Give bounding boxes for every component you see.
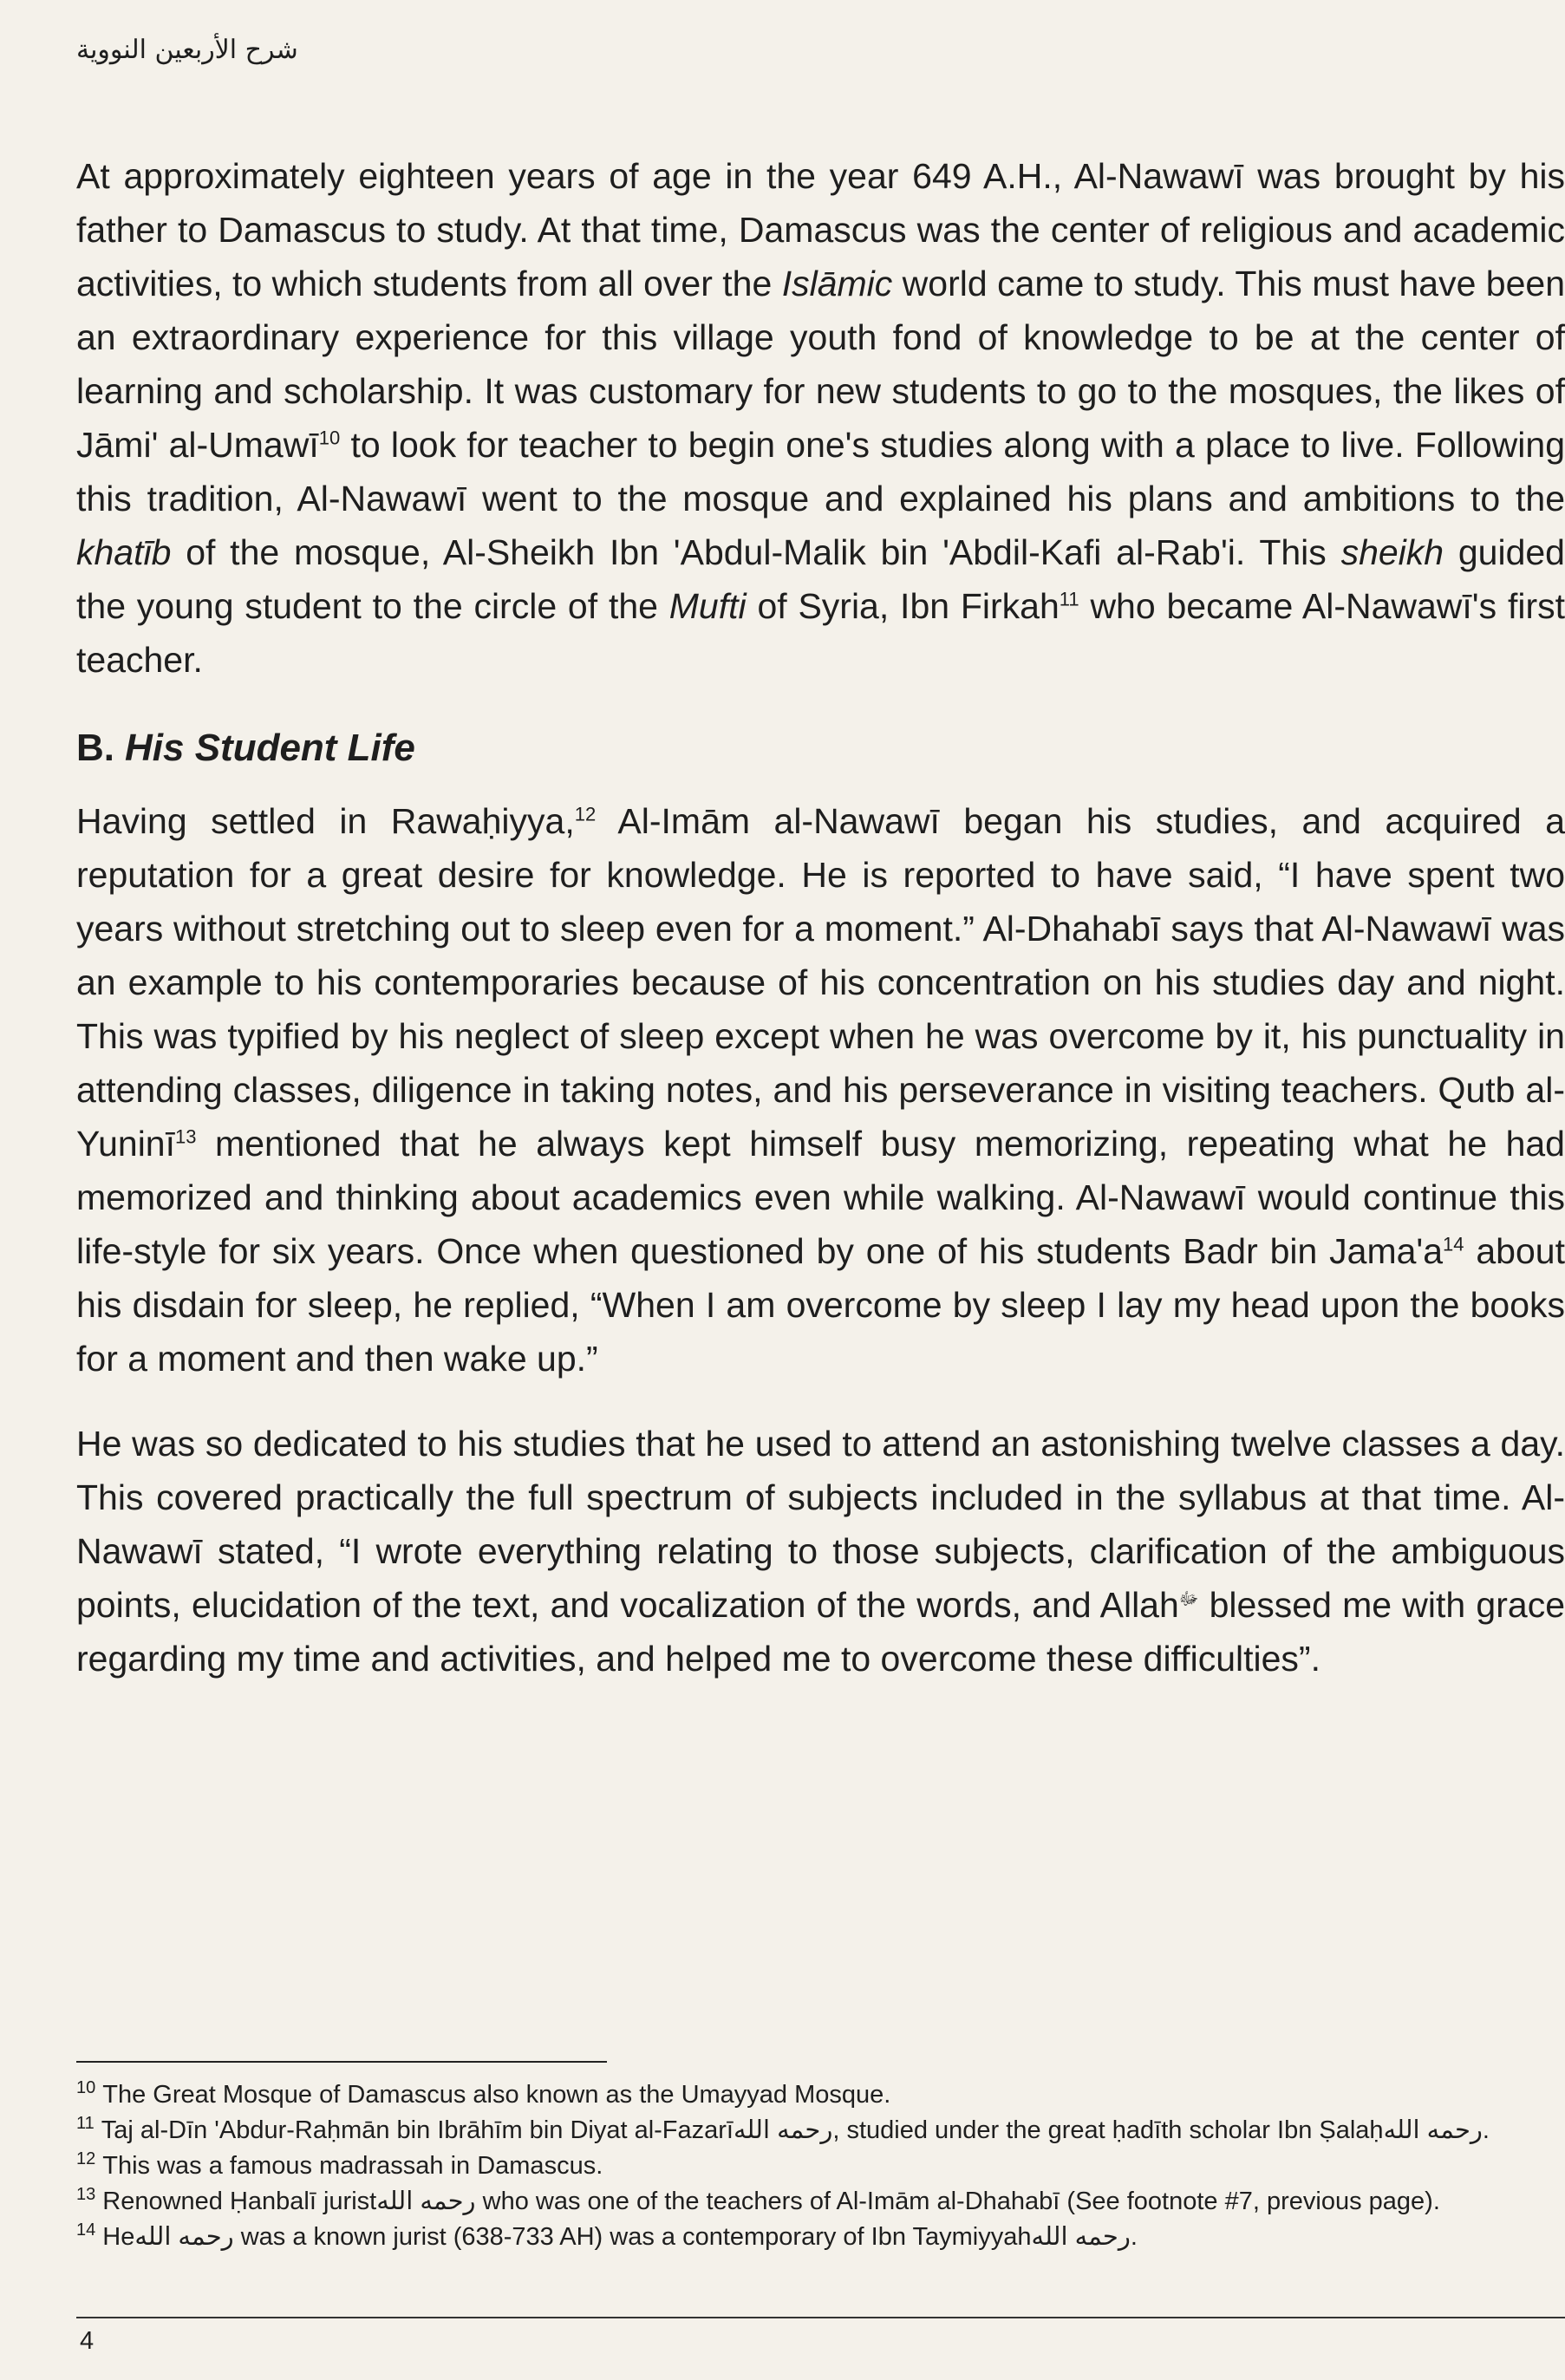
footnote-ref-14[interactable]: 14: [1443, 1233, 1464, 1255]
paragraph-3: He was so dedicated to his studies that he used to attend an astonishing twelve classes a day. This covered practically the full spectrum of subjects included in the syllabus at that time. Al-Nawawī stated, “I wrote everything relating to those subjects, clarification of the ambiguous points, elucidation of the text, and vocalization of the words, and Allah$^ﷻ$ blessed me with grace regarding my time and activities, and helped me to overcome these difficulties”.: [76, 1424, 1565, 1679]
footnote-text: This was a famous madrassah in Damascus.: [102, 2152, 603, 2180]
footnote-number: 12: [76, 2149, 96, 2169]
paragraph-2: Having settled in Rawaḥiyya,$^{12}$ Al-Imām al-Nawawī began his studies, and acquired a reputation for a great desire for knowledge. He is reported to have said, “I have spent two years without stretching out to sleep even for a moment.” Al-Dhahabī says that Al-Nawawī was an example to his contemporaries because of his concentration on his studies day and night. This was typified by his neglect of sleep except when he was overcome by it, his punctuality in attending classes, diligence in taking notes, and his perseverance in visiting teachers. Qutb al-Yuninī$^{13}$ mentioned that he always kept himself busy memorizing, repeating what he had memorized and thinking about academics even while walking. Al-Nawawī would continue this life-style for six years. Once when questioned by one of his students Badr bin Jama'a$^{14}$ about his disdain for sleep, he replied, “When I am overcome by sleep I lay my head upon the books for a moment and then wake up.”: [76, 801, 1565, 1379]
footnote-number: 13: [76, 2185, 96, 2205]
paragraph-1: At approximately eighteen years of age in the year 649 A.H., Al-Nawawī was brought by his father to Damascus to study. At that time, Damascus was the center of religious and academic activities, to which students from all over the Islāmic world came to study. This must have been an extraordinary experience for this village youth fond of knowledge to be at the center of learning and scholarship. It was customary for new students to go to the mosques, the likes of Jāmi' al-Umawī$^{10}$ to look for teacher to begin one's studies along with a place to live. Following this tradition, Al-Nawawī went to the mosque and explained his plans and ambitions to the khatīb of the mosque, Al-Sheikh Ibn 'Abdul-Malik bin 'Abdil-Kafi al-Rab'i. This sheikh guided the young student to the circle of the Mufti of Syria, Ibn Firkah$^{11}$ who became Al-Nawawī's first teacher.: [76, 156, 1565, 680]
footnote-item: [76, 2184, 1565, 2220]
main-text: [76, 149, 1565, 1686]
footnote-number: 14: [76, 2220, 96, 2240]
footnote-item: [76, 2077, 1565, 2113]
running-header: شرح الأربعين النووية: [76, 35, 298, 65]
footnote-ref-12[interactable]: 12: [574, 803, 597, 825]
footnote-item: [76, 2113, 1565, 2149]
footnote-text: Heرحمه الله was a known jurist (638-733 AH) was a contemporary of Ibn Taymiyyahرحمه الله.: [102, 2223, 1138, 2251]
footnote-text: The Great Mosque of Damascus also known as the Umayyad Mosque.: [102, 2081, 891, 2109]
section-title: His Student Life: [125, 727, 415, 769]
footnote-item: [76, 2220, 1565, 2255]
footnote-ref-10[interactable]: 10: [318, 427, 341, 449]
section-letter: B.: [76, 727, 114, 769]
footnote-ref-13[interactable]: 13: [175, 1125, 197, 1148]
footnote-separator: [76, 2061, 607, 2063]
page-bottom-rule: [76, 2317, 1565, 2318]
footnote-ref-11[interactable]: 11: [1059, 588, 1079, 610]
honorific-glyph: ﷻ: [1178, 1588, 1199, 1609]
footnote-item: [76, 2149, 1565, 2184]
page-number: 4: [80, 2327, 95, 2355]
footnotes: [76, 2077, 1565, 2255]
footnote-number: 11: [76, 2114, 95, 2134]
footnote-number: 10: [76, 2078, 96, 2098]
footnote-text: Taj al-Dīn 'Abdur-Raḥmān bin Ibrāhīm bin Diyat al-Fazarīرحمه الله, studied under the great ḥadīth scholar Ibn Ṣalaḥرحمه الله.: [101, 2116, 1490, 2144]
section-heading: [76, 721, 1565, 775]
footnote-text: Renowned Ḥanbalī juristرحمه الله who was one of the teachers of Al-Imām al-Dhahabī (See footnote #7, previous page).: [102, 2188, 1440, 2215]
